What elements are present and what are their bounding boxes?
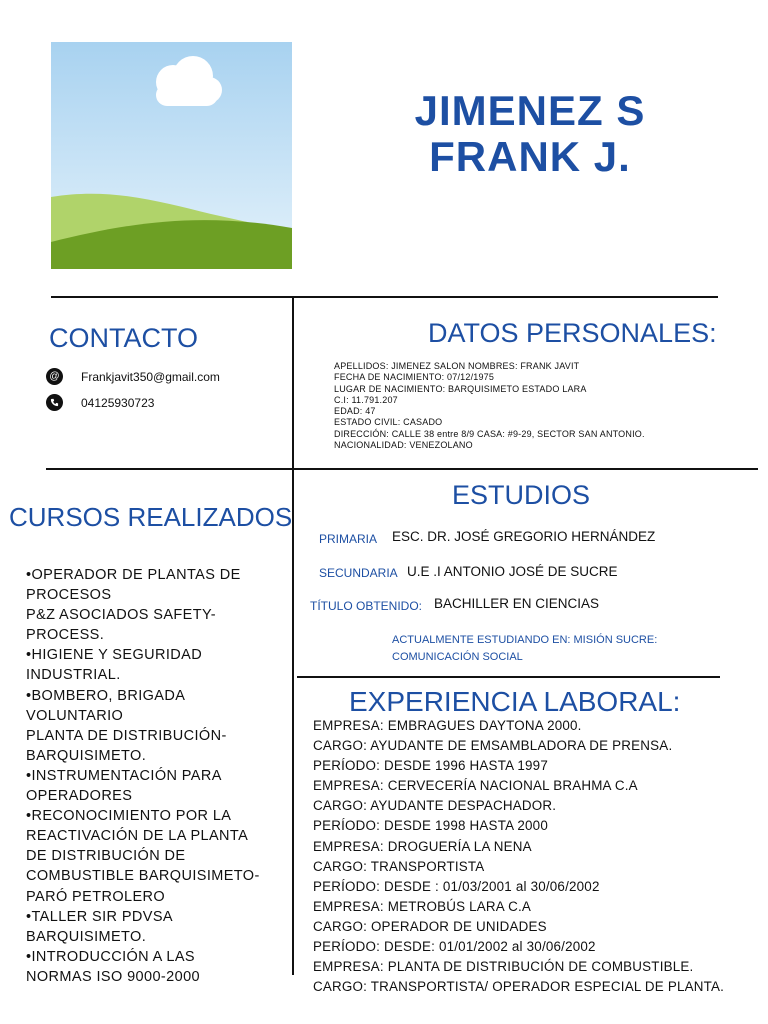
top-divider — [51, 296, 718, 298]
primary-value: ESC. DR. JOSÉ GREGORIO HERNÁNDEZ — [392, 529, 656, 544]
courses-list — [26, 565, 288, 987]
experience-line: CARGO: TRANSPORTISTA/ OPERADOR ESPECIAL DE PLANTA. — [313, 979, 725, 995]
personal-line: NACIONALIDAD: VENEZOLANO — [334, 440, 473, 451]
contact-email-row — [46, 368, 220, 385]
experience-line: CARGO: OPERADOR DE UNIDADES — [313, 918, 547, 934]
current-studies — [392, 632, 657, 665]
course-line: •TALLER SIR PDVSA — [26, 908, 173, 925]
experience-list — [313, 716, 724, 997]
course-line: PARÓ PETROLERO — [26, 888, 166, 905]
degree-label: TÍTULO OBTENIDO: — [310, 599, 423, 613]
current-studies-line-1: ACTUALMENTE ESTUDIANDO EN: MISIÓN SUCRE: — [392, 634, 658, 646]
experience-title: EXPERIENCIA LABORAL: — [349, 686, 681, 717]
course-line: •OPERADOR DE PLANTAS DE — [26, 567, 241, 583]
experience-line: CARGO: AYUDANTE DESPACHADOR. — [313, 798, 557, 814]
name-line-1: JIMENEZ S — [414, 87, 646, 134]
profile-photo-placeholder — [51, 42, 292, 269]
course-line: PROCESOS — [26, 587, 112, 604]
at-icon: @ — [46, 368, 63, 385]
secondary-value: U.E .I ANTONIO JOSÉ DE SUCRE — [407, 564, 618, 579]
course-line: •INTRODUCCIÓN A LAS — [26, 948, 195, 965]
contact-phone-row — [46, 394, 154, 411]
personal-data-list — [334, 361, 645, 451]
experience-line: EMPRESA: EMBRAGUES DAYTONA 2000. — [313, 718, 582, 733]
course-line: •INSTRUMENTACIÓN PARA — [26, 767, 222, 784]
phone-icon — [46, 394, 63, 411]
experience-line: EMPRESA: METROBÚS LARA C.A — [313, 898, 532, 914]
experience-line: PERÍODO: DESDE : 01/03/2001 al 30/06/2002 — [313, 878, 600, 894]
current-studies-line-2: COMUNICACIÓN SOCIAL — [392, 650, 523, 663]
personal-line: LUGAR DE NACIMIENTO: BARQUISIMETO ESTADO LARA — [334, 383, 587, 394]
personal-line: C.I: 11.791.207 — [334, 394, 398, 405]
experience-line: PERÍODO: DESDE 1998 HASTA 2000 — [313, 818, 548, 834]
right-divider — [297, 676, 720, 678]
course-line: BARQUISIMETO. — [26, 928, 147, 945]
course-line: INDUSTRIAL. — [26, 667, 121, 684]
personal-line: FECHA DE NACIMIENTO: 07/12/1975 — [334, 372, 495, 383]
experience-line: PERÍODO: DESDE 1996 HASTA 1997 — [313, 758, 548, 774]
personal-line: ESTADO CIVIL: CASADO — [334, 417, 443, 428]
course-line: BARQUISIMETO. — [26, 747, 147, 764]
course-line: PLANTA DE DISTRIBUCIÓN- — [26, 727, 227, 744]
experience-line: EMPRESA: PLANTA DE DISTRIBUCIÓN DE COMBUSTIBLE. — [313, 959, 694, 975]
personal-data-title: DATOS PERSONALES: — [428, 318, 717, 348]
personal-line: DIRECCIÓN: CALLE 38 entre 8/9 CASA: #9-29, SECTOR SAN ANTONIO. — [334, 428, 645, 439]
contact-title: CONTACTO — [49, 323, 199, 353]
studies-title: ESTUDIOS — [452, 480, 591, 510]
candidate-name — [340, 88, 720, 180]
courses-title: CURSOS REALIZADOS — [9, 502, 293, 532]
name-line-2: FRANK J. — [429, 133, 631, 180]
primary-label: PRIMARIA — [319, 532, 378, 546]
personal-line: EDAD: 47 — [334, 406, 376, 417]
course-line: •BOMBERO, BRIGADA — [26, 687, 186, 704]
experience-line: EMPRESA: DROGUERÍA LA NENA — [313, 838, 532, 854]
secondary-label: SECUNDARIA — [319, 566, 398, 580]
experience-line: CARGO: TRANSPORTISTA — [313, 858, 485, 874]
course-line: REACTIVACIÓN DE LA PLANTA — [26, 828, 249, 845]
experience-line: EMPRESA: CERVECERÍA NACIONAL BRAHMA C.A — [313, 778, 638, 794]
contact-email: Frankjavit350@gmail.com — [81, 369, 220, 384]
course-line: •HIGIENE Y SEGURIDAD — [26, 647, 203, 664]
course-line: •RECONOCIMIENTO POR LA — [26, 808, 232, 825]
course-line: PROCESS. — [26, 627, 105, 644]
experience-line: CARGO: AYUDANTE DE EMSAMBLADORA DE PRENSA. — [313, 738, 673, 754]
course-line: P&Z ASOCIADOS SAFETY- — [26, 607, 216, 624]
course-line: DE DISTRIBUCIÓN DE — [26, 848, 186, 865]
personal-line: APELLIDOS: JIMENEZ SALON NOMBRES: FRANK JAVIT — [334, 361, 580, 371]
middle-divider — [46, 468, 758, 470]
contact-phone: 04125930723 — [81, 395, 155, 410]
degree-value: BACHILLER EN CIENCIAS — [434, 596, 600, 611]
course-line: VOLUNTARIO — [26, 707, 124, 724]
course-line: COMBUSTIBLE BARQUISIMETO- — [26, 868, 260, 885]
course-line: OPERADORES — [26, 788, 133, 805]
course-line: NORMAS ISO 9000-2000 — [26, 968, 201, 985]
vertical-divider — [292, 297, 294, 975]
experience-line: PERÍODO: DESDE: 01/01/2002 al 30/06/2002 — [313, 939, 596, 955]
